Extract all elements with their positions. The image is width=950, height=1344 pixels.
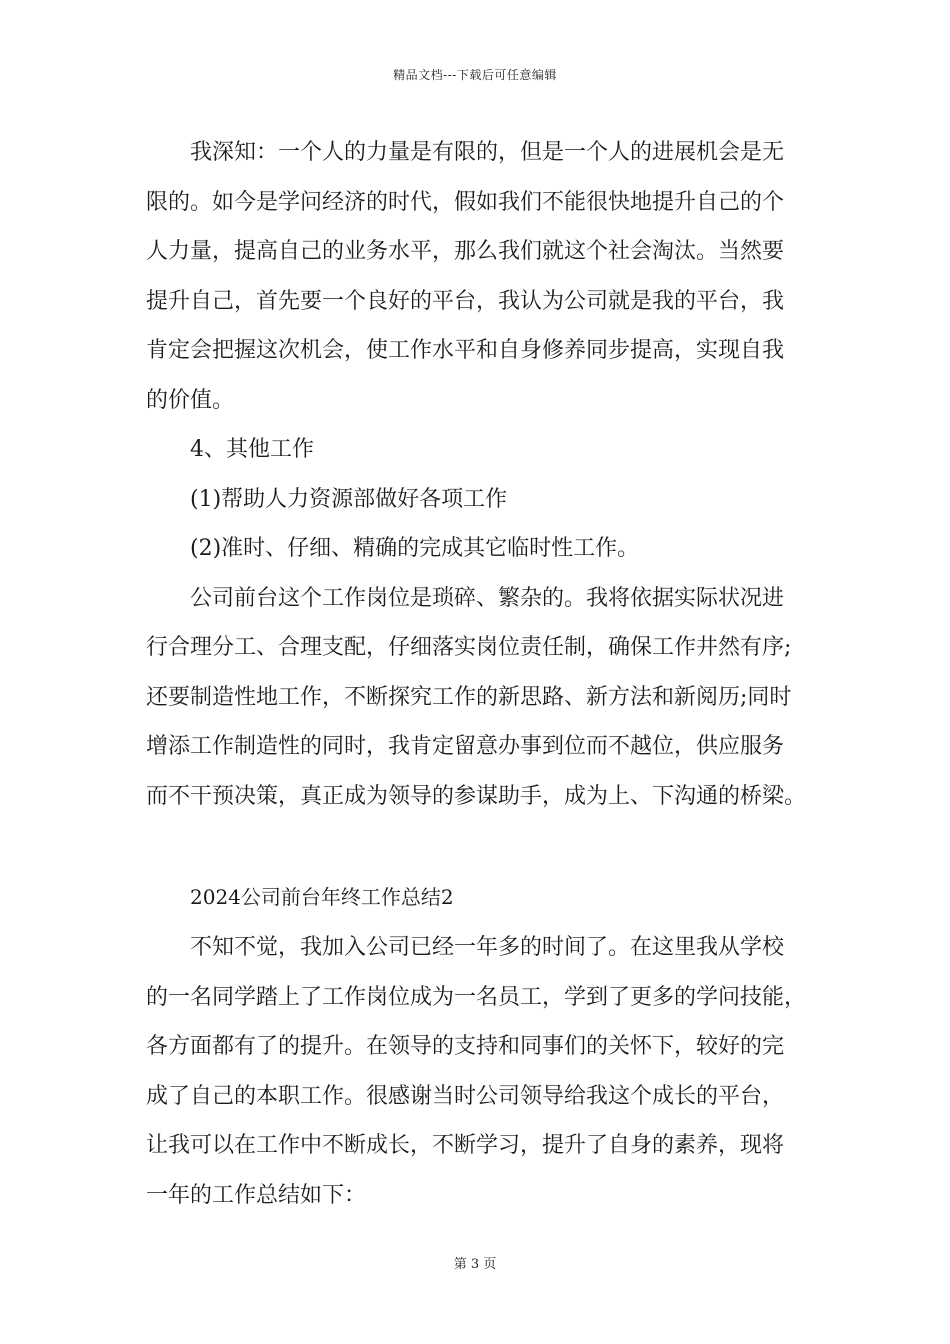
paragraph-line: 还要制造性地工作，不断探究工作的新思路、新方法和新阅历;同时 [146, 684, 792, 710]
paragraph-line: 限的。如今是学问经济的时代，假如我们不能很快地提升自己的个 [146, 189, 785, 215]
paragraph-line: 的价值。 [146, 387, 235, 413]
paragraph-line: 肯定会把握这次机会，使工作水平和自身修养同步提高，实现自我 [146, 338, 785, 363]
paragraph-line: 成了自己的本职工作。很感谢当时公司领导给我这个成长的平台， [146, 1083, 785, 1109]
list-heading: 4、其他工作 [190, 437, 314, 462]
page-header: 精品文档---下载后可任意编辑 [393, 68, 557, 82]
paragraph-line: 公司前台这个工作岗位是琐碎、繁杂的。我将依据实际状况进 [190, 585, 785, 611]
paragraph-line: 的一名同学踏上了工作岗位成为一名员工，学到了更多的学问技能， [146, 984, 807, 1010]
paragraph-line: 不知不觉，我加入公司已经一年多的时间了。在这里我从学校 [190, 935, 785, 960]
paragraph-line: 一年的工作总结如下： [146, 1182, 367, 1208]
paragraph-line: 各方面都有了的提升。在领导的支持和同事们的关怀下，较好的完 [146, 1034, 785, 1059]
paragraph-line: 人力量，提高自己的业务水平，那么我们就这个社会淘汰。当然要 [146, 239, 785, 264]
paragraph-line: 增添工作制造性的同时，我肯定留意办事到位而不越位，供应服务 [146, 734, 785, 759]
section2-body [146, 923, 810, 1220]
section1-body [146, 128, 810, 821]
paragraph-line: 让我可以在工作中不断成长，不断学习，提升了自身的素养，现将 [146, 1133, 785, 1158]
page-footer: 第 3 页 [453, 1257, 497, 1272]
paragraph-line: 提升自己，首先要一个良好的平台，我认为公司就是我的平台，我 [146, 288, 785, 314]
paragraph-line: 我深知：一个人的力量是有限的，但是一个人的进展机会是无 [190, 140, 785, 165]
paragraph-line: 而不干预决策，真正成为领导的参谋助手，成为上、下沟通的桥梁。 [146, 783, 807, 809]
list-item: (1)帮助人力资源部做好各项工作 [190, 486, 508, 512]
list-item: (2)准时、仔细、精确的完成其它临时性工作。 [190, 536, 640, 561]
paragraph-line: 行合理分工、合理支配，仔细落实岗位责任制，确保工作井然有序; [146, 635, 792, 660]
section-title: 2024公司前台年终工作总结2 [190, 885, 454, 909]
